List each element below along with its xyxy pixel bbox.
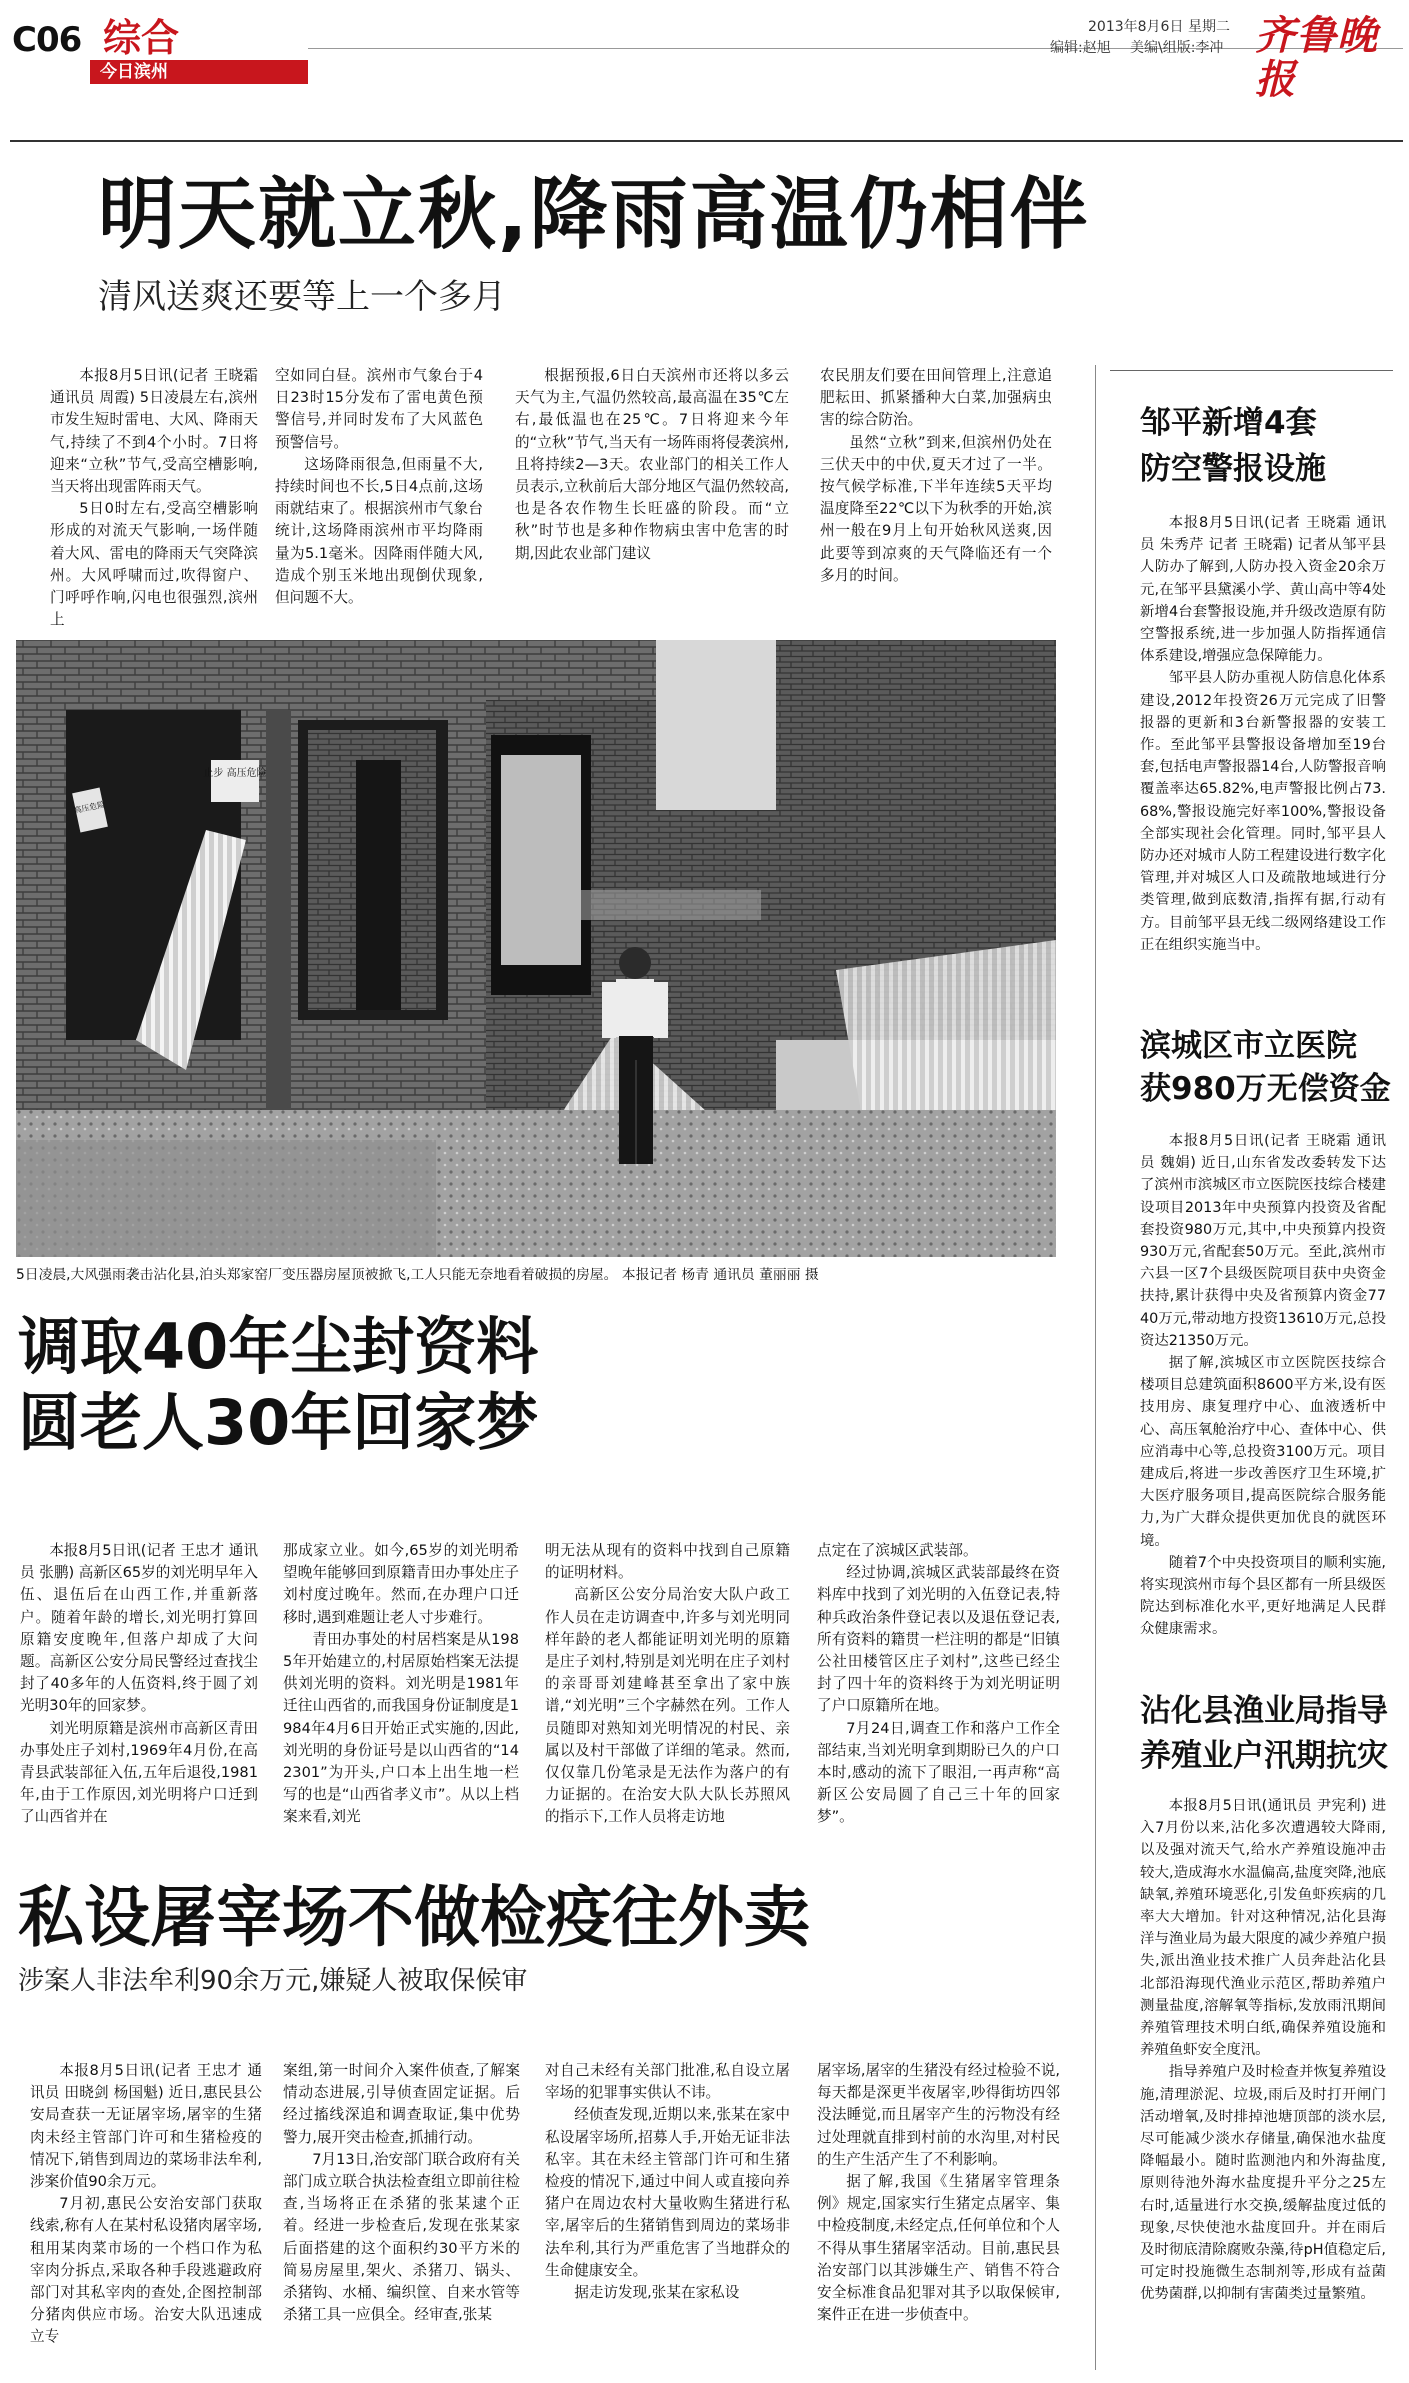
side2-p2: 据了解,滨城区市立医院医技综合楼项目总建筑面积8600平方米,设有医技用房、康复理疗中心、血液透析中心、高压氧舱治疗中心、查体中心、供应消毒中心等,总投资3100万元。项目建成后,将进一步改善医疗卫生环境,扩大医疗服务项目,提高医院综合服务能力,为广大群众提供更加优良的就医环境。 [1140, 1355, 1386, 1549]
story2-col2 [283, 1540, 519, 1852]
story3-col4-p2: 据了解,我国《生猪屠宰管理条例》规定,国家实行生猪定点屠宰、集中检疫制度,未经定点,任何单位和个人不得从事生猪屠宰活动。目前,惠民县治安部门以其涉嫌生产、销售不符合安全标准食品犯罪对其予以取保候审,案件正在进一步侦查中。 [817, 2173, 1060, 2324]
story2-col1-p1: 本报8月5日讯(记者 王忠才 通讯员 张鹏) 高新区65岁的刘光明早年入伍、退伍后在山西工作,并重新落户。随着年龄的增长,刘光明打算回原籍安度晚年,但落户却成了大问题。高新区公安分局民警经过查找尘封了40多年的人伍资料,终于圆了刘光明30年的回家梦。 [20, 1542, 258, 1715]
side2-headline-line1: 滨城区市立医院 [1140, 1028, 1357, 1064]
photo [16, 640, 1056, 1257]
story1-col4-p2: 虽然“立秋”到来,但滨州仍处在三伏天中的中伏,夏天才过了一半。按气候学标准,下半年连续5天平均温度降至22℃以下为秋季的开始,滨州一般在9月上旬开始秋风送爽,因此要等到凉爽的天气降临还有一个多月的时间。 [820, 433, 1052, 584]
story1-col4-p1: 农民朋友们要在田间管理上,注意追肥耘田、抓紧播种大白菜,加强病虫害的综合防治。 [820, 367, 1052, 429]
photo-illustration [16, 640, 1056, 1257]
header-bottom-rule [10, 140, 1403, 142]
side1-headline-line1: 邹平新增4套 [1140, 405, 1317, 441]
section-title: 综合 [103, 16, 180, 60]
story2-headline-line1: 调取40年尘封资料 [18, 1310, 539, 1383]
side3-p1: 本报8月5日讯(通讯员 尹宪利) 进入7月份以来,沾化多次遭遇较大降雨,以及强对流天气,给水产养殖设施冲击较大,造成海水水温偏高,盐度突降,池底缺氧,养殖环境恶化,引发鱼虾疾病的几率大大增加。针对这种情况,沾化县海洋与渔业局为最大限度的减少养殖户损失,派出渔业技术推广人员奔赴沾化县北部沿海现代渔业示范区,帮助养殖户测量盐度,溶解氧等指标,发放雨汛期间养殖管理技术明白纸,确保养殖设施和养殖鱼虾安全度汛。 [1140, 1798, 1386, 2059]
story3-col3-p1: 对自己未经有关部门批准,私自设立屠宰场的犯罪事实供认不讳。 [545, 2062, 790, 2102]
page-header [0, 0, 1409, 103]
side3-headline-line1: 沾化县渔业局指导 [1140, 1693, 1388, 1729]
side3-headline-line2: 养殖业户汛期抗灾 [1140, 1738, 1388, 1774]
story2-col2-p1: 那成家立业。如今,65岁的刘光明希望晚年能够回到原籍青田办事处庄子刘村度过晚年。然而,在办理户口迁移时,遇到难题让老人寸步难行。 [283, 1542, 519, 1626]
story3-col2-p1: 案组,第一时间介入案件侦查,了解案情动态进展,引导侦查固定证据。后经过搐线深追和调查取证,集中优势警力,展开突击检查,抓捕行动。 [283, 2062, 520, 2146]
side3-body [1140, 1795, 1386, 2375]
story1-col1-p2: 5日0时左右,受高空槽影响形成的对流天气影响,一场伴随着大风、雷电的降雨天气突降滨州。大风呼啸而过,吹得窗户、门呼呼作响,闪电也很强烈,滨州上 [50, 500, 258, 629]
side2-headline-line2: 获980万无偿资金 [1140, 1071, 1391, 1107]
page-number: C06 [12, 20, 82, 60]
story3-col4-p1: 屠宰场,屠宰的生猪没有经过检验不说,每天都是深更半夜屠宰,吵得街坊四邻没法睡觉,而且屠宰产生的污物没有经过处理就直排到村前的水沟里,对村民的生产生活产生了不利影响。 [817, 2062, 1060, 2168]
story3-col4 [817, 2060, 1060, 2372]
story2-col4-p3: 7月24日,调查工作和落户工作全部结束,当刘光明拿到期盼已久的户口本时,感动的流下了眼泪,一再声称“高新区公安局圆了自己三十年的回家梦”。 [817, 1719, 1060, 1826]
story2-col3-p2: 高新区公安分局治安大队户政工作人员在走访调查中,许多与刘光明同样年龄的老人都能证明刘光明的原籍是庄子刘村,特别是刘光明在庄子刘村的亲哥哥刘建峰甚至拿出了家中族谱,“刘光明”三个字赫然在列。工作人员随即对熟知刘光明情况的村民、亲属以及村干部做了详细的笔录。然而,仅仅靠几份笔录是无法作为落户的有力证据的。在治安大队大队长苏照风的指示下,工作人员将走访地 [545, 1586, 790, 1826]
story2-col1 [20, 1540, 258, 1852]
header-weekday: 星期二 [1188, 19, 1230, 35]
side2-p1: 本报8月5日讯(记者 王晓霜 通讯员 魏娟) 近日,山东省发改委转发下达了滨州市滨城区市立医院医技综合楼建设项目2013年中央预算内投资及省配套投资980万元,其中,中央预算内投资930万元,省配套50万元。至此,滨州市六县一区7个县级医院项目获中央资金扶持,累计获得中央及省预算内资金7740万元,带动地方投资13610万元,总投资达21350万元。 [1140, 1133, 1386, 1349]
side3-p2: 指导养殖户及时检查并恢复养殖设施,清理淤泥、垃圾,雨后及时打开闸门活动增氧,及时排掉池塘顶部的淡水层,尽可能减少淡水存储量,确保池水盐度降幅最小。随时监测池内和外海盐度,原则待池外海水盐度提升平分之25左右时,适量进行水交换,缓解盐度过低的现象,尽快使池水盐度回升。并在雨后及时彻底清除腐败杂藻,待pH值稳定后,可定时投施微生态制剂等,形成有益菌优势菌群,以抑制有害菌类过量繁殖。 [1140, 2064, 1386, 2303]
story1-subhead: 清风送爽还要等上一个多月 [98, 277, 506, 317]
story3-col1-p1: 本报8月5日讯(记者 王忠才 通讯员 田晓剑 杨国魁) 近日,惠民县公安局查获一无证屠宰场,屠宰的生猪肉未经主管部门许可和生猪检疫的情况下,销售到周边的菜场非法牟利,涉案价值90余万元。 [30, 2062, 262, 2191]
header-editor: 编辑:赵旭 [1050, 40, 1111, 56]
story2-col3 [545, 1540, 790, 1852]
header-top-rule [308, 48, 1403, 49]
story2-col4-p2: 经过协调,滨城区武装部最终在资料库中找到了刘光明的入伍登记表,特种兵政治条件登记表以及退伍登记表,所有资料的籍贯一栏注明的都是“旧镇公社田楼管区庄子刘村”,这些已经尘封了四十年的资料终于为刘光明证明了户口原籍所在地。 [817, 1564, 1060, 1715]
side1-body [1140, 512, 1386, 982]
side1-p2: 邹平县人防办重视人防信息化体系建设,2012年投资26万元完成了旧警报器的更新和3台新警报器的安装工作。至此邹平县警报设备增加至19台套,包括电声警报器14台,人防警报音响覆盖率达65.82%,电声警报比例占73.68%,警报设施完好率100%,警报设备全部实现社会化管理。同时,邹平县人防办还对城市人防工程建设进行数字化管理,并对城区人口及疏散地域进行分类管理,做到底数清,指挥有据,行动有方。目前邹平县无线二级网络建设工作正在组织实施当中。 [1140, 670, 1386, 953]
fallen-sign-text: 高压危险 [72, 799, 107, 816]
header-designer: 美编\组版:李冲 [1130, 40, 1224, 56]
story1-col3-p1: 根据预报,6日白天滨州市还将以多云天气为主,气温仍然较高,最高温在35℃左右,最低温也在25℃。7日将迎来今年的“立秋”节气,当天有一场阵雨将侵袭滨州,且将持续2—3天。农业部门的相关工作人员表示,立秋前后大部分地区气温仍然较高,也是各农作物生长旺盛的阶段。而“立秋”时节也是多种作物病虫害中危害的时期,因此农业部门建议 [515, 367, 789, 562]
story3-col3 [545, 2060, 790, 2372]
story3-col3-p2: 经侦查发现,近期以来,张某在家中私设屠宰场所,招募人手,开始无证非法私宰。其在未经主管部门许可和生猪检疫的情况下,通过中间人或直接向养猪户在周边农村大量收购生猪进行私宰,屠宰后的生猪销售到周边的菜场非法牟利,其行为严重危害了当地群众的生命健康安全。 [545, 2106, 790, 2279]
story2-headline-line2: 圆老人30年回家梦 [18, 1386, 539, 1459]
story2-col3-p1: 明无法从现有的资料中找到自己原籍的证明材料。 [545, 1542, 790, 1582]
story2-col4-p1: 点定在了滨城区武装部。 [817, 1542, 978, 1559]
story2-col1-p2: 刘光明原籍是滨州市高新区青田办事处庄子刘村,1969年4月份,在高青县武装部征入伍,五年后退役,1981年,由于工作原因,刘光明将户口迁到了山西省并在 [20, 1719, 258, 1826]
side2-p3: 随着7个中央投资项目的顺利实施,将实现滨州市每个县区都有一所县级医院达到标准化水平,更好地满足人民群众健康需求。 [1140, 1554, 1386, 1638]
story1-col3 [515, 365, 789, 605]
story1-col2 [275, 365, 483, 605]
story3-col1-p2: 7月初,惠民公安治安部门获取线索,称有人在某村私设猪肉屠宰场,租用某肉菜市场的一个档口作为私宰肉分拆点,采取各种手段逃避政府部门对其私宰肉的查处,企图控制部分猪肉供应市场。治安大队迅速成立专 [30, 2195, 262, 2346]
header-date: 2013年8月6日 [1088, 19, 1184, 35]
story3-col2-p2: 7月13日,治安部门联合政府有关部门成立联合执法检查组立即前往检查,当场将正在杀猪的张某逮个正着。经进一步检查后,发现在张某家后面搭建的这个面积约30平方米的简易房屋里,架火、杀猪刀、锅头、杀猪钩、水桶、编织筐、自来水管等杀猪工具一应俱全。经审查,张某 [283, 2150, 520, 2324]
masthead-logo: 齐鲁晚报 [1255, 12, 1378, 103]
story1-col4 [820, 365, 1052, 605]
sidebar-divider [1095, 365, 1096, 2370]
story1-col2-p2: 这场降雨很急,但雨量不大,持续时间也不长,5日4点前,这场雨就结束了。根据滨州市气象台统计,这场降雨滨州市平均降雨量为5.1毫米。因降雨伴随大风,造成个别玉米地出现倒伏现象,但问题不大。 [275, 455, 483, 607]
side1-headline-line2: 防空警报设施 [1140, 451, 1326, 487]
photo-caption: 5日凌晨,大风强雨袭击沾化县,泊头郑家窑厂变压器房屋顶被掀飞,工人只能无奈地看着破损的房屋。 本报记者 杨青 通讯员 董丽丽 摄 [16, 1267, 819, 1283]
side1-top-rule [1110, 370, 1393, 371]
story3-headline: 私设屠宰场不做检疫往外卖 [18, 1879, 810, 1956]
warning-sign-text: 止步 高压危险 [203, 768, 267, 779]
story3-col1 [30, 2060, 262, 2372]
story3-col3-p3: 据走访发现,张某在家私设 [574, 2284, 740, 2302]
story2-col4 [817, 1540, 1060, 1852]
story1-col1 [50, 365, 258, 629]
side2-body [1140, 1130, 1386, 1650]
story2-col2-p2: 青田办事处的村居档案是从1985年开始建立的,村居原始档案无法提供刘光明的资料。刘光明是1981年迁往山西省的,而我国身份证制度是1984年4月6日开始正式实施的,因此,刘光明的身份证号是以山西省的“142301”为开头,户口本上出生地一栏写的也是“山西省孝义市”。从以上档案来看,刘光 [283, 1630, 519, 1826]
story1-col2-p1: 空如同白昼。滨州市气象台于4日23时15分发布了雷电黄色预警信号,并同时发布了大风蓝色预警信号。 [275, 367, 483, 451]
subsection-label: 今日滨州 [100, 62, 168, 82]
story3-subhead: 涉案人非法牟利90余万元,嫌疑人被取保候审 [18, 1966, 528, 1996]
story1-col1-p1: 本报8月5日讯(记者 王晓霜 通讯员 周霞) 5日凌晨左右,滨州市发生短时雷电、大风、降雨天气,持续了不到4个小时。7日将迎来“立秋”节气,受高空槽影响,当天将出现雷阵雨天气。 [50, 367, 258, 496]
story1-headline: 明天就立秋,降雨高温仍相伴 [98, 170, 1090, 260]
side1-p1: 本报8月5日讯(记者 王晓霜 通讯员 朱秀芹 记者 王晓霜) 记者从邹平县人防办了解到,人防办投入资金20余万元,在邹平县黛溪小学、黄山高中等4处新增4台套警报设施,并升级改造原有防空警报系统,进一步加强人防指挥通信体系建设,增强应急保障能力。 [1140, 515, 1386, 665]
story3-col2 [283, 2060, 520, 2372]
